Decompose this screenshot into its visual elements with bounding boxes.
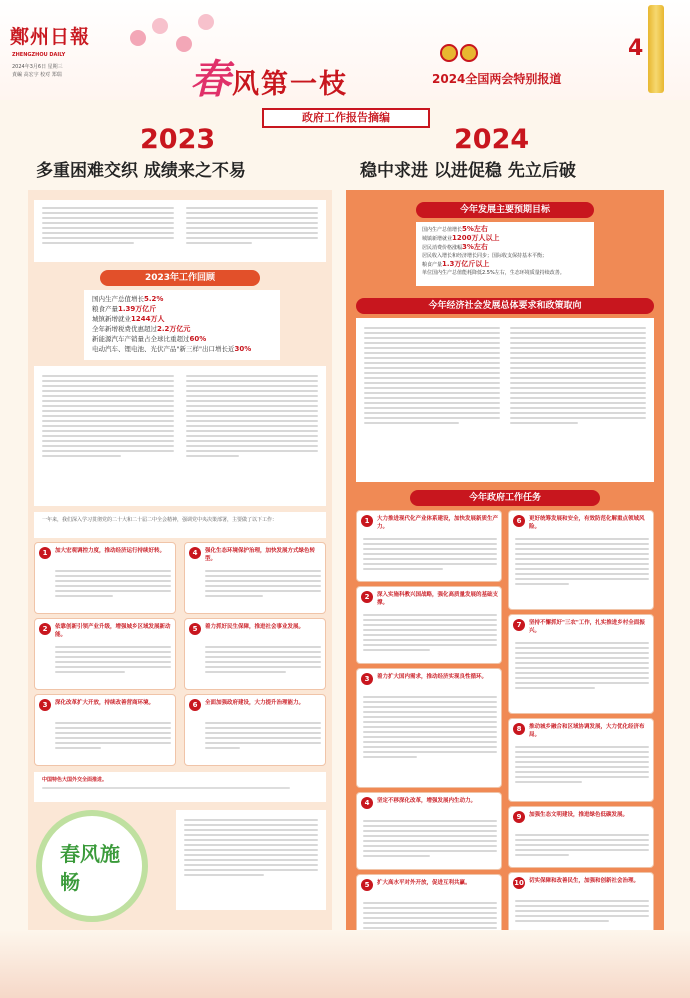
goal-row: 城镇新增就业1200万人以上 [422, 234, 500, 242]
stat-row: 城镇新增就业1244万人 [92, 315, 165, 323]
stat-row: 新能源汽车产销量占全球比重超过60% [92, 335, 207, 343]
task-card: 3 着力扩大国内需求，推动经济实现良性循环。 [356, 668, 502, 788]
right-column [346, 190, 664, 970]
section-tag: 政府工作报告摘编 [262, 108, 430, 128]
right-subtitle: 稳中求进 以进促稳 先立后破 [360, 161, 576, 181]
task-card: 4 强化生态环境保护治理，加快发展方式绿色转型。 [184, 542, 326, 614]
goal-row: 单位国内生产总值能耗降低2.5%左右，生态环境质量持续改善。 [422, 270, 565, 276]
page-header [0, 0, 690, 103]
task-card: 1 加大宏观调控力度，推动经济运行持续好转。 [34, 542, 176, 614]
goals-title: 今年发展主要预期目标 [416, 202, 594, 218]
task-card: 5 着力抓好民生保障，推进社会事业发展。 [184, 618, 326, 690]
task-card: 3 深化改革扩大开放，持续改善营商环境。 [34, 694, 176, 766]
goals-panel [416, 222, 594, 286]
issue-date: 2024年3月6日 星期三 [12, 64, 63, 70]
review-stats [84, 290, 280, 360]
diplomacy-note: 中国特色大国外交全面推进。 [34, 772, 326, 802]
special-report-title: 2024全国两会特别报道 [432, 72, 562, 86]
task-card: 4 坚定不移深化改革，增强发展内生动力。 [356, 792, 502, 870]
review-title: 2023年工作回顾 [100, 270, 260, 286]
wreath-text: 春风施畅 [60, 842, 120, 894]
task-card: 9 加强生态文明建设，推进绿色低碳发展。 [508, 806, 654, 868]
work-intro: 一年来，我们深入学习贯彻党的二十大和二十届二中全会精神，强调党中央决策部署，主要做了以下工作： [34, 512, 326, 538]
policy-panel [356, 318, 654, 482]
review-details [34, 366, 326, 506]
stat-row: 电动汽车、锂电池、光伏产品"新三样"出口增长近30% [92, 345, 252, 353]
task-card: 7 坚持不懈抓好"三农"工作，扎实推进乡村全面振兴。 [508, 614, 654, 714]
goal-row: 居民收入增长和经济增长同步；国际收支保持基本平衡； [422, 253, 548, 259]
left-subtitle: 多重困难交织 成绩来之不易 [36, 161, 246, 181]
task-card: 6 更好统筹发展和安全，有效防范化解重点领域风险。 [508, 510, 654, 610]
work-tasks [34, 542, 326, 766]
editors-line: 責編 高宏宇 校对 郑瑞 [12, 72, 62, 78]
tasks-panel [356, 510, 654, 950]
newspaper-logo-en: ZHENGZHOU DAILY [12, 52, 66, 58]
newspaper-logo: 鄭州日報 [10, 26, 91, 48]
task-card: 2 依靠创新引领产业升级，增强城乡区域发展新动能。 [34, 618, 176, 690]
page-title: 春风第一枝 [190, 56, 348, 103]
year-2023-heading: 2023 [140, 124, 216, 155]
closing-paragraph [176, 810, 326, 910]
goal-row: 国内生产总值增长5%左右 [422, 225, 488, 233]
left-intro-text [34, 200, 326, 262]
stat-row: 国内生产总值增长5.2% [92, 295, 164, 303]
stat-row: 全年新增税费优惠超过2.2万亿元 [92, 325, 191, 333]
page-number: 4 [628, 36, 644, 61]
task-card: 6 全面加强政府建设，大力提升治理能力。 [184, 694, 326, 766]
task-card: 10 切实保障和改善民生，加强和创新社会治理。 [508, 872, 654, 934]
policy-title: 今年经济社会发展总体要求和政策取向 [356, 298, 654, 314]
tasks-title: 今年政府工作任务 [410, 490, 600, 506]
task-card: 8 推动城乡融合和区域协调发展，大力优化经济布局。 [508, 718, 654, 802]
task-card: 5 扩大高水平对外开放，促进互利共赢。 [356, 874, 502, 950]
goal-row: 居民消费价格涨幅3%左右 [422, 243, 488, 251]
task-card: 1 大力推进现代化产业体系建设，加快发展新质生产力。 [356, 510, 502, 582]
task-card: 2 深入实施科教兴国战略，强化高质量发展的基础支撑。 [356, 586, 502, 664]
stat-row: 粮食产量1.39万亿斤 [92, 305, 157, 313]
goal-row: 粮食产量1.3万亿斤以上 [422, 260, 490, 268]
huabiao-pillar-icon [648, 5, 664, 93]
year-2024-heading: 2024 [454, 124, 530, 155]
footer-decoration [0, 930, 690, 998]
national-emblem-icon [440, 44, 484, 66]
